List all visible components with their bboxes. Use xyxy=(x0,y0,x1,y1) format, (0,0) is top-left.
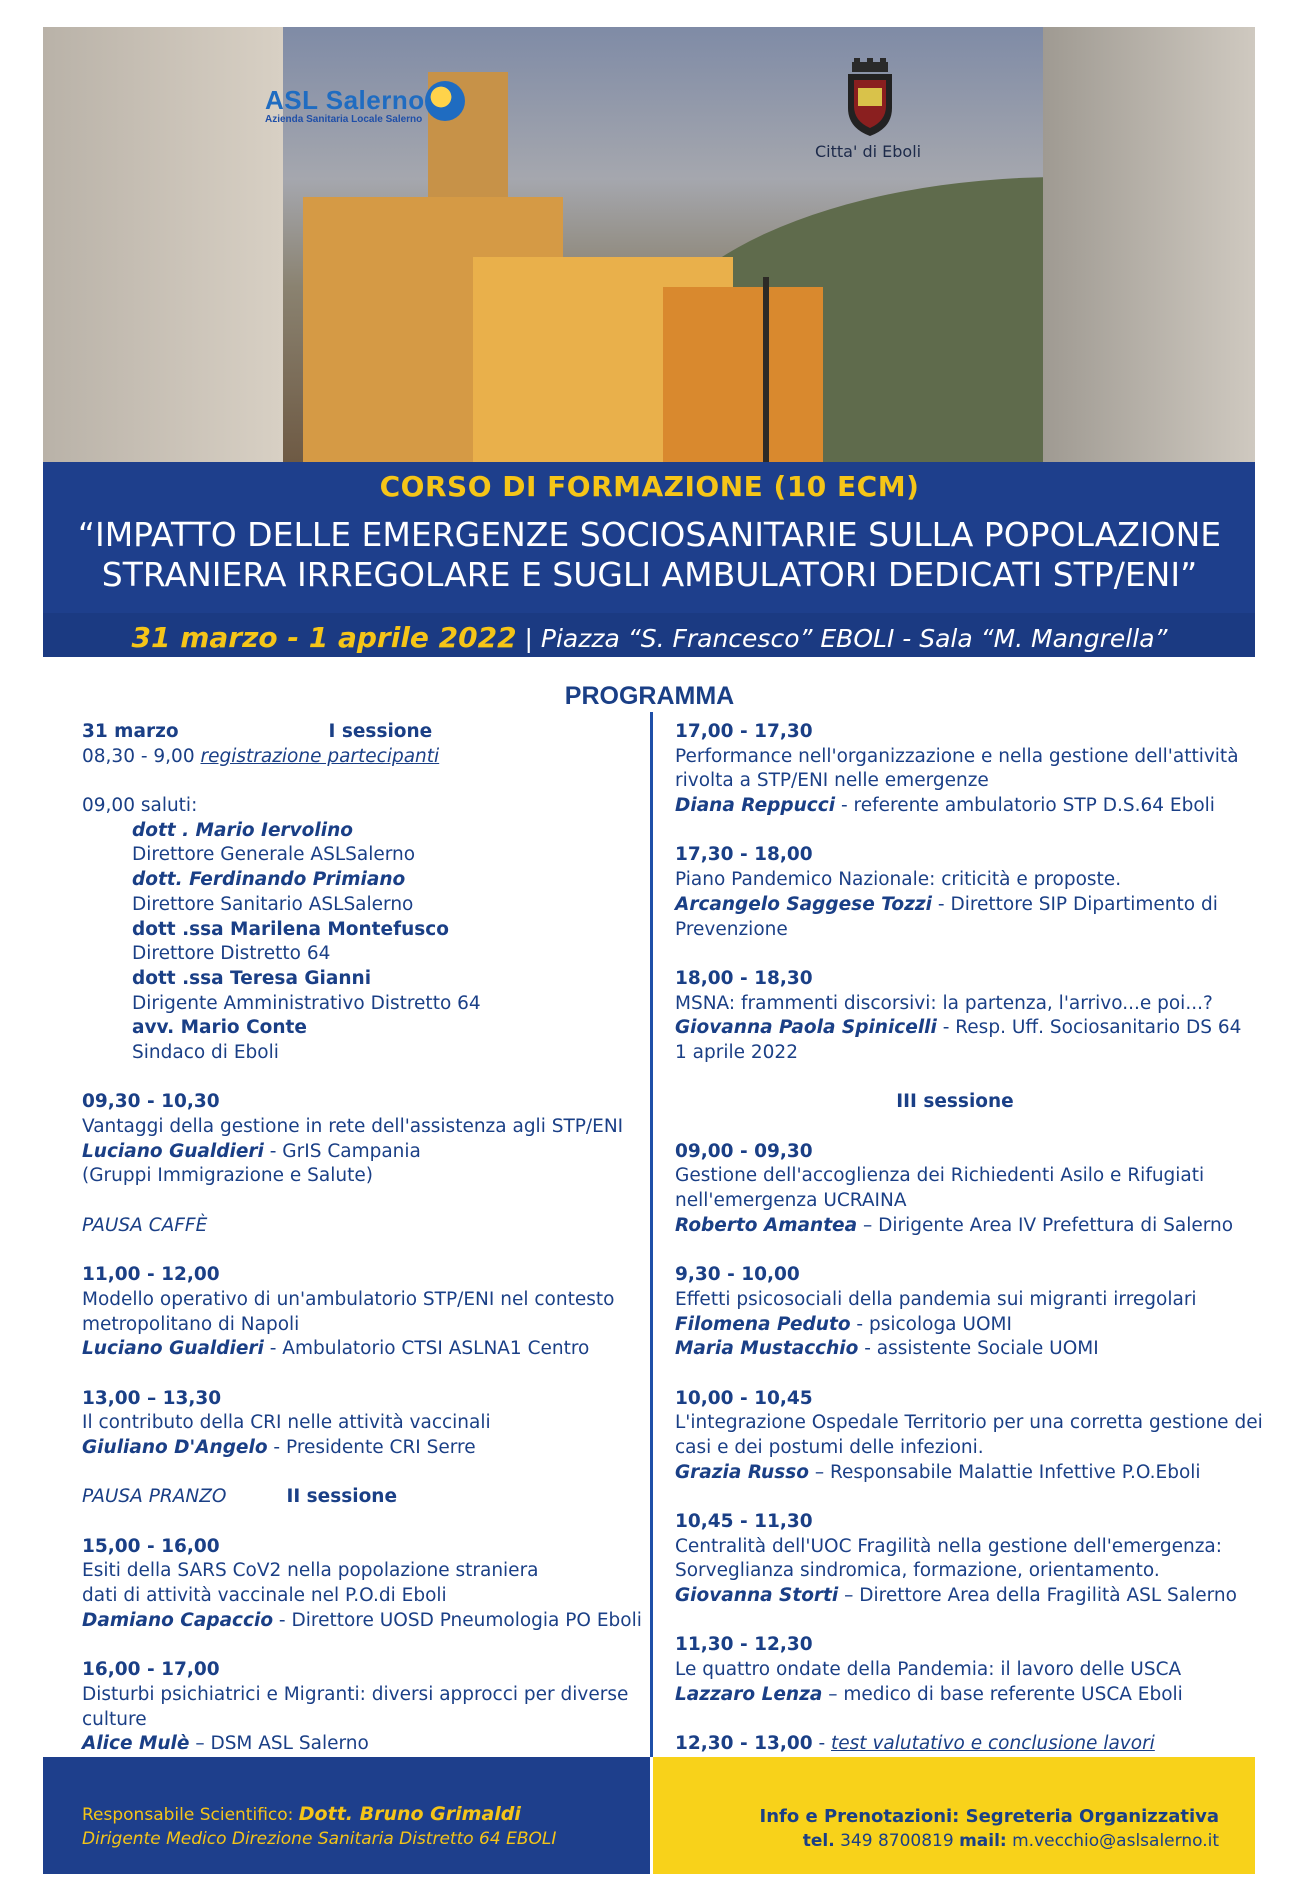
program-line xyxy=(675,1510,1235,1535)
program-text: Effetti psicosociali della pandemia sui migranti irregolari xyxy=(675,1288,1197,1310)
asl-logo-emblem xyxy=(425,81,465,121)
program-line xyxy=(82,794,642,819)
program-text: PAUSA PRANZO xyxy=(82,1486,227,1508)
program-line xyxy=(82,1732,642,1757)
program-text: Le quattro ondate della Pandemia: il lavoro delle USCA xyxy=(675,1659,1182,1681)
program-line xyxy=(82,843,642,868)
program-line xyxy=(675,745,1239,770)
time-slot: 12,30 - 13,00 xyxy=(675,1733,813,1755)
program-text: Modello operativo di un'ambulatorio STP/ENI nel contesto xyxy=(82,1288,615,1310)
program-line xyxy=(675,1140,1235,1165)
program-line xyxy=(82,1090,642,1115)
program-line xyxy=(82,720,642,745)
program-line xyxy=(675,1387,1235,1412)
time-slot: 09,30 - 10,30 xyxy=(82,1091,220,1113)
program-text: culture xyxy=(82,1708,147,1730)
speaker-role: - psicologa UOMI xyxy=(850,1313,1012,1335)
program-line xyxy=(675,1016,1242,1041)
program-line xyxy=(82,1041,642,1066)
program-line xyxy=(675,1288,1235,1313)
program-link-text: registrazione partecipanti xyxy=(200,745,440,767)
program-line xyxy=(675,843,1235,868)
spacer xyxy=(675,1708,1235,1733)
left-building xyxy=(43,27,283,462)
program-line xyxy=(675,1337,1235,1362)
program-text: Performance nell'organizzazione e nella gestione dell'attività xyxy=(675,745,1239,767)
mail-value[interactable]: m.vecchio@aslsalerno.it xyxy=(1006,1831,1219,1851)
speaker-role: - Ambulatorio CTSI ASLNA1 Centro xyxy=(263,1338,590,1360)
course-subtitle-line-2: STRANIERA IRREGOLARE E SUGLI AMBULATORI DEDICATI STP/ENI” xyxy=(101,555,1198,594)
program-line xyxy=(82,1140,642,1165)
date-venue xyxy=(0,621,1299,654)
speaker-role: – medico di base referente USCA Eboli xyxy=(822,1683,1183,1705)
asl-logo-sub: Azienda Sanitaria Locale Salerno xyxy=(265,114,423,125)
program-text: 08,30 - 9,00 xyxy=(82,745,201,767)
program-line xyxy=(82,893,642,918)
program-text: nell'emergenza UCRAINA xyxy=(675,1190,907,1212)
program-line xyxy=(82,1436,642,1461)
time-slot: 10,45 - 11,30 xyxy=(675,1511,813,1532)
tel-label: tel. xyxy=(802,1831,835,1851)
program-text: Direttore Generale ASLSalerno xyxy=(132,844,416,866)
program-text: 09,00 saluti: xyxy=(82,795,198,817)
program-line xyxy=(82,745,642,770)
program-text: L'integrazione Ospedale Territorio per una corretta gestione dei xyxy=(675,1412,1263,1434)
scientific-lead-role: Dirigente Medico Direzione Sanitaria Distretto 64 EBOLI xyxy=(82,1829,557,1849)
program-text: Direttore Distretto 64 xyxy=(132,943,331,965)
spacer xyxy=(675,1362,1235,1387)
program-line xyxy=(82,992,642,1017)
program-line xyxy=(82,1584,642,1609)
speaker-role: - assistente Sociale UOMI xyxy=(858,1338,1099,1360)
speaker-role: - Presidente CRI Serre xyxy=(267,1436,476,1458)
program-text: casi e dei postumi delle infezioni. xyxy=(675,1436,984,1458)
program-line xyxy=(675,1461,1235,1486)
program-text: Direttore Sanitario ASLSalerno xyxy=(132,893,414,915)
time-slot: 31 marzo xyxy=(82,721,179,742)
program-line xyxy=(82,1337,642,1362)
program-line xyxy=(82,1288,642,1313)
program-text: dott. Ferdinando Primiano xyxy=(132,869,406,891)
mail-label: mail: xyxy=(959,1831,1007,1851)
time-slot: 15,00 - 16,00 xyxy=(82,1535,220,1557)
program-line xyxy=(675,1041,1235,1066)
program-line xyxy=(675,1584,1235,1609)
time-slot: 16,00 - 17,00 xyxy=(82,1659,220,1681)
speaker-role: - referente ambulatorio STP D.S.64 Eboli xyxy=(835,795,1215,817)
program-text: Vantaggi della gestione in rete dell'assistenza agli STP/ENI xyxy=(82,1116,624,1137)
orange-building xyxy=(663,287,823,462)
spacer xyxy=(675,1609,1235,1634)
program-text: MSNA: frammenti discorsivi: la partenza, l'arrivo...e poi...? xyxy=(675,992,1213,1014)
scientific-lead-label: Responsabile Scientifico: xyxy=(82,1805,299,1825)
time-slot: 17,30 - 18,00 xyxy=(675,844,813,866)
spacer xyxy=(82,769,642,794)
time-slot: avv. Mario Conte xyxy=(132,1017,307,1039)
program-line xyxy=(675,1633,1235,1658)
program-text: Dirigente Amministrativo Distretto 64 xyxy=(132,992,481,1014)
time-slot: 11,30 - 12,30 xyxy=(675,1634,813,1656)
course-subtitle-line-1: “IMPATTO DELLE EMERGENZE SOCIOSANITARIE SULLA POPOLAZIONE xyxy=(77,515,1222,554)
program-text: (Gruppi Immigrazione e Salute) xyxy=(82,1165,373,1187)
program-line xyxy=(675,1189,1235,1214)
program-line xyxy=(675,1732,1235,1757)
spacer xyxy=(675,1066,1235,1091)
program-text: dati di attività vaccinale nel P.O.di Eboli xyxy=(82,1585,447,1607)
program-line xyxy=(82,868,642,893)
scientific-lead xyxy=(82,1803,521,1825)
program-line xyxy=(675,967,1235,992)
program-line xyxy=(82,1683,642,1708)
program-line xyxy=(675,1411,1263,1436)
asl-logo xyxy=(265,85,425,125)
tel-value[interactable]: 349 8700819 xyxy=(834,1831,960,1851)
speaker-name: Roberto Amantea xyxy=(675,1214,858,1236)
program-text: Gestione dell'accoglienza dei Richiedenti Asilo e Rifugiati xyxy=(675,1165,1205,1187)
spacer xyxy=(82,1362,642,1387)
time-slot: dott .ssa Teresa Gianni xyxy=(132,967,372,989)
event-date: 31 marzo - 1 aprile 2022 xyxy=(131,621,517,654)
program-line xyxy=(675,1559,1235,1584)
program-line xyxy=(675,868,1235,893)
program-line xyxy=(675,1090,1235,1115)
program-line xyxy=(82,1263,642,1288)
program-line xyxy=(82,1016,642,1041)
program-line xyxy=(675,1683,1235,1708)
program-left-column xyxy=(82,720,642,1757)
spacer xyxy=(82,1633,642,1658)
speaker-name: Grazia Russo xyxy=(675,1461,809,1483)
program-line xyxy=(675,1436,1235,1461)
spacer xyxy=(82,1066,642,1091)
spacer xyxy=(675,1238,1235,1263)
program-line xyxy=(675,769,1235,794)
program-line xyxy=(675,992,1235,1017)
header-photo xyxy=(43,27,1255,462)
program-line xyxy=(82,967,642,992)
program-line xyxy=(675,1313,1235,1338)
separator: - xyxy=(812,1733,832,1755)
program-line xyxy=(82,1313,642,1338)
program-line xyxy=(82,1214,642,1239)
spacer xyxy=(82,1189,642,1214)
speaker-name: Damiano Capaccio xyxy=(82,1609,274,1631)
info-title: Info e Prenotazioni: Segreteria Organizzativa xyxy=(759,1806,1219,1827)
time-slot: 09,00 - 09,30 xyxy=(675,1140,813,1162)
speaker-name: Giovanna Storti xyxy=(675,1585,839,1607)
program-line xyxy=(82,1485,642,1510)
program-right-column xyxy=(675,720,1263,1757)
program-text: Esiti della SARS CoV2 nella popolazione straniera xyxy=(82,1560,539,1582)
speaker-name: Alice Mulè xyxy=(82,1733,190,1755)
program-line xyxy=(82,1387,642,1412)
column-divider xyxy=(650,712,653,1757)
eboli-crest-icon xyxy=(840,58,900,138)
program-line xyxy=(675,794,1235,819)
program-text: rivolta a STP/ENI nelle emergenze xyxy=(675,770,989,792)
time-slot: dott .ssa Marilena Montefusco xyxy=(132,918,449,940)
contact-line xyxy=(803,1831,1219,1851)
program-line xyxy=(675,893,1235,918)
session-label: I sessione xyxy=(328,721,433,742)
program-line xyxy=(675,1535,1235,1560)
speaker-role: - Direttore UOSD Pneumologia PO Eboli xyxy=(273,1609,642,1631)
program-text: dott . Mario Iervolino xyxy=(132,819,353,841)
program-line xyxy=(82,1411,642,1436)
event-venue: | Piazza “S. Francesco” EBOLI - Sala “M. Mangrella” xyxy=(516,624,1168,653)
program-text: Il contributo della CRI nelle attività vaccinali xyxy=(82,1412,491,1434)
program-line xyxy=(82,1535,642,1560)
program-title: PROGRAMMA xyxy=(564,682,735,710)
program-text: Disturbi psichiatrici e Migranti: diversi approcci per diverse xyxy=(82,1683,629,1705)
program-line xyxy=(82,819,642,844)
program-line xyxy=(675,918,1235,943)
program-text: Piano Pandemico Nazionale: criticità e proposte. xyxy=(675,869,1122,891)
spacer xyxy=(675,1485,1235,1510)
speaker-role: – Dirigente Area IV Prefettura di Salerno xyxy=(857,1214,1234,1236)
course-title: CORSO DI FORMAZIONE (10 ECM) xyxy=(379,470,920,503)
time-slot: III sessione xyxy=(896,1091,1014,1113)
spacer xyxy=(675,942,1235,967)
program-text: Centralità dell'UOC Fragilità nella gestione dell'emergenza: xyxy=(675,1535,1222,1557)
program-line xyxy=(675,1658,1235,1683)
program-line xyxy=(82,918,642,943)
speaker-name: Diana Reppucci xyxy=(675,795,836,817)
speaker-name: Maria Mustacchio xyxy=(675,1338,859,1360)
program-line xyxy=(675,1164,1235,1189)
time-slot: 13,00 – 13,30 xyxy=(82,1387,222,1409)
speaker-name: Giovanna Paola Spinicelli xyxy=(675,1017,937,1039)
speaker-name: Filomena Peduto xyxy=(675,1313,851,1335)
program-line xyxy=(675,1214,1235,1239)
time-slot: 11,00 - 12,00 xyxy=(82,1264,220,1286)
spacer xyxy=(82,1238,642,1263)
program-line xyxy=(675,720,1235,745)
spacer xyxy=(82,1461,642,1486)
program-line xyxy=(675,1263,1235,1288)
program-line xyxy=(82,1658,642,1683)
course-subtitle xyxy=(0,515,1299,595)
time-slot: 10,00 - 10,45 xyxy=(675,1387,813,1409)
speaker-role: - Resp. Uff. Sociosanitario DS 64 xyxy=(936,1017,1242,1039)
program-line xyxy=(82,1115,642,1140)
session-label: II sessione xyxy=(286,1486,398,1508)
time-slot: 17,00 - 17,30 xyxy=(675,721,813,742)
program-text: metropolitano di Napoli xyxy=(82,1313,300,1335)
speaker-name: Giuliano D'Angelo xyxy=(82,1436,268,1458)
speaker-role: – Responsabile Malattie Infettive P.O.Eboli xyxy=(808,1461,1201,1483)
speaker-name: Lazzaro Lenza xyxy=(675,1683,823,1705)
program-text: 1 aprile 2022 xyxy=(675,1041,798,1063)
lamp-post xyxy=(763,277,769,462)
speaker-name: Luciano Gualdieri xyxy=(82,1338,264,1360)
spacer xyxy=(675,1115,1235,1140)
speaker-role: - Direttore SIP Dipartimento di xyxy=(932,893,1218,915)
speaker-role: – Direttore Area della Fragilità ASL Salerno xyxy=(838,1585,1237,1607)
program-text: Prevenzione xyxy=(675,918,788,940)
speaker-name: Arcangelo Saggese Tozzi xyxy=(675,893,933,915)
program-line xyxy=(82,942,642,967)
time-slot: 18,00 - 18,30 xyxy=(675,967,813,989)
speaker-role: - GrIS Campania xyxy=(263,1140,421,1162)
program-line xyxy=(82,1559,642,1584)
time-slot: 9,30 - 10,00 xyxy=(675,1264,800,1286)
scientific-lead-name: Dott. Bruno Grimaldi xyxy=(298,1803,521,1825)
program-line xyxy=(82,1708,642,1733)
program-text: Sindaco di Eboli xyxy=(132,1041,279,1063)
program-text: Sorveglianza sindromica, formazione, orientamento. xyxy=(675,1560,1160,1582)
right-building xyxy=(1043,27,1255,462)
spacer xyxy=(82,1510,642,1535)
program-line xyxy=(82,1164,642,1189)
speaker-name: Luciano Gualdieri xyxy=(82,1140,264,1162)
program-link-text: test valutativo e conclusione lavori xyxy=(831,1733,1155,1755)
spacer xyxy=(675,819,1235,844)
program-line xyxy=(82,1609,642,1634)
speaker-role: – DSM ASL Salerno xyxy=(189,1733,369,1755)
program-text: PAUSA CAFFÈ xyxy=(82,1214,208,1236)
crest-label: Citta' di Eboli xyxy=(815,142,922,161)
asl-logo-name: ASL Salerno xyxy=(265,85,425,115)
